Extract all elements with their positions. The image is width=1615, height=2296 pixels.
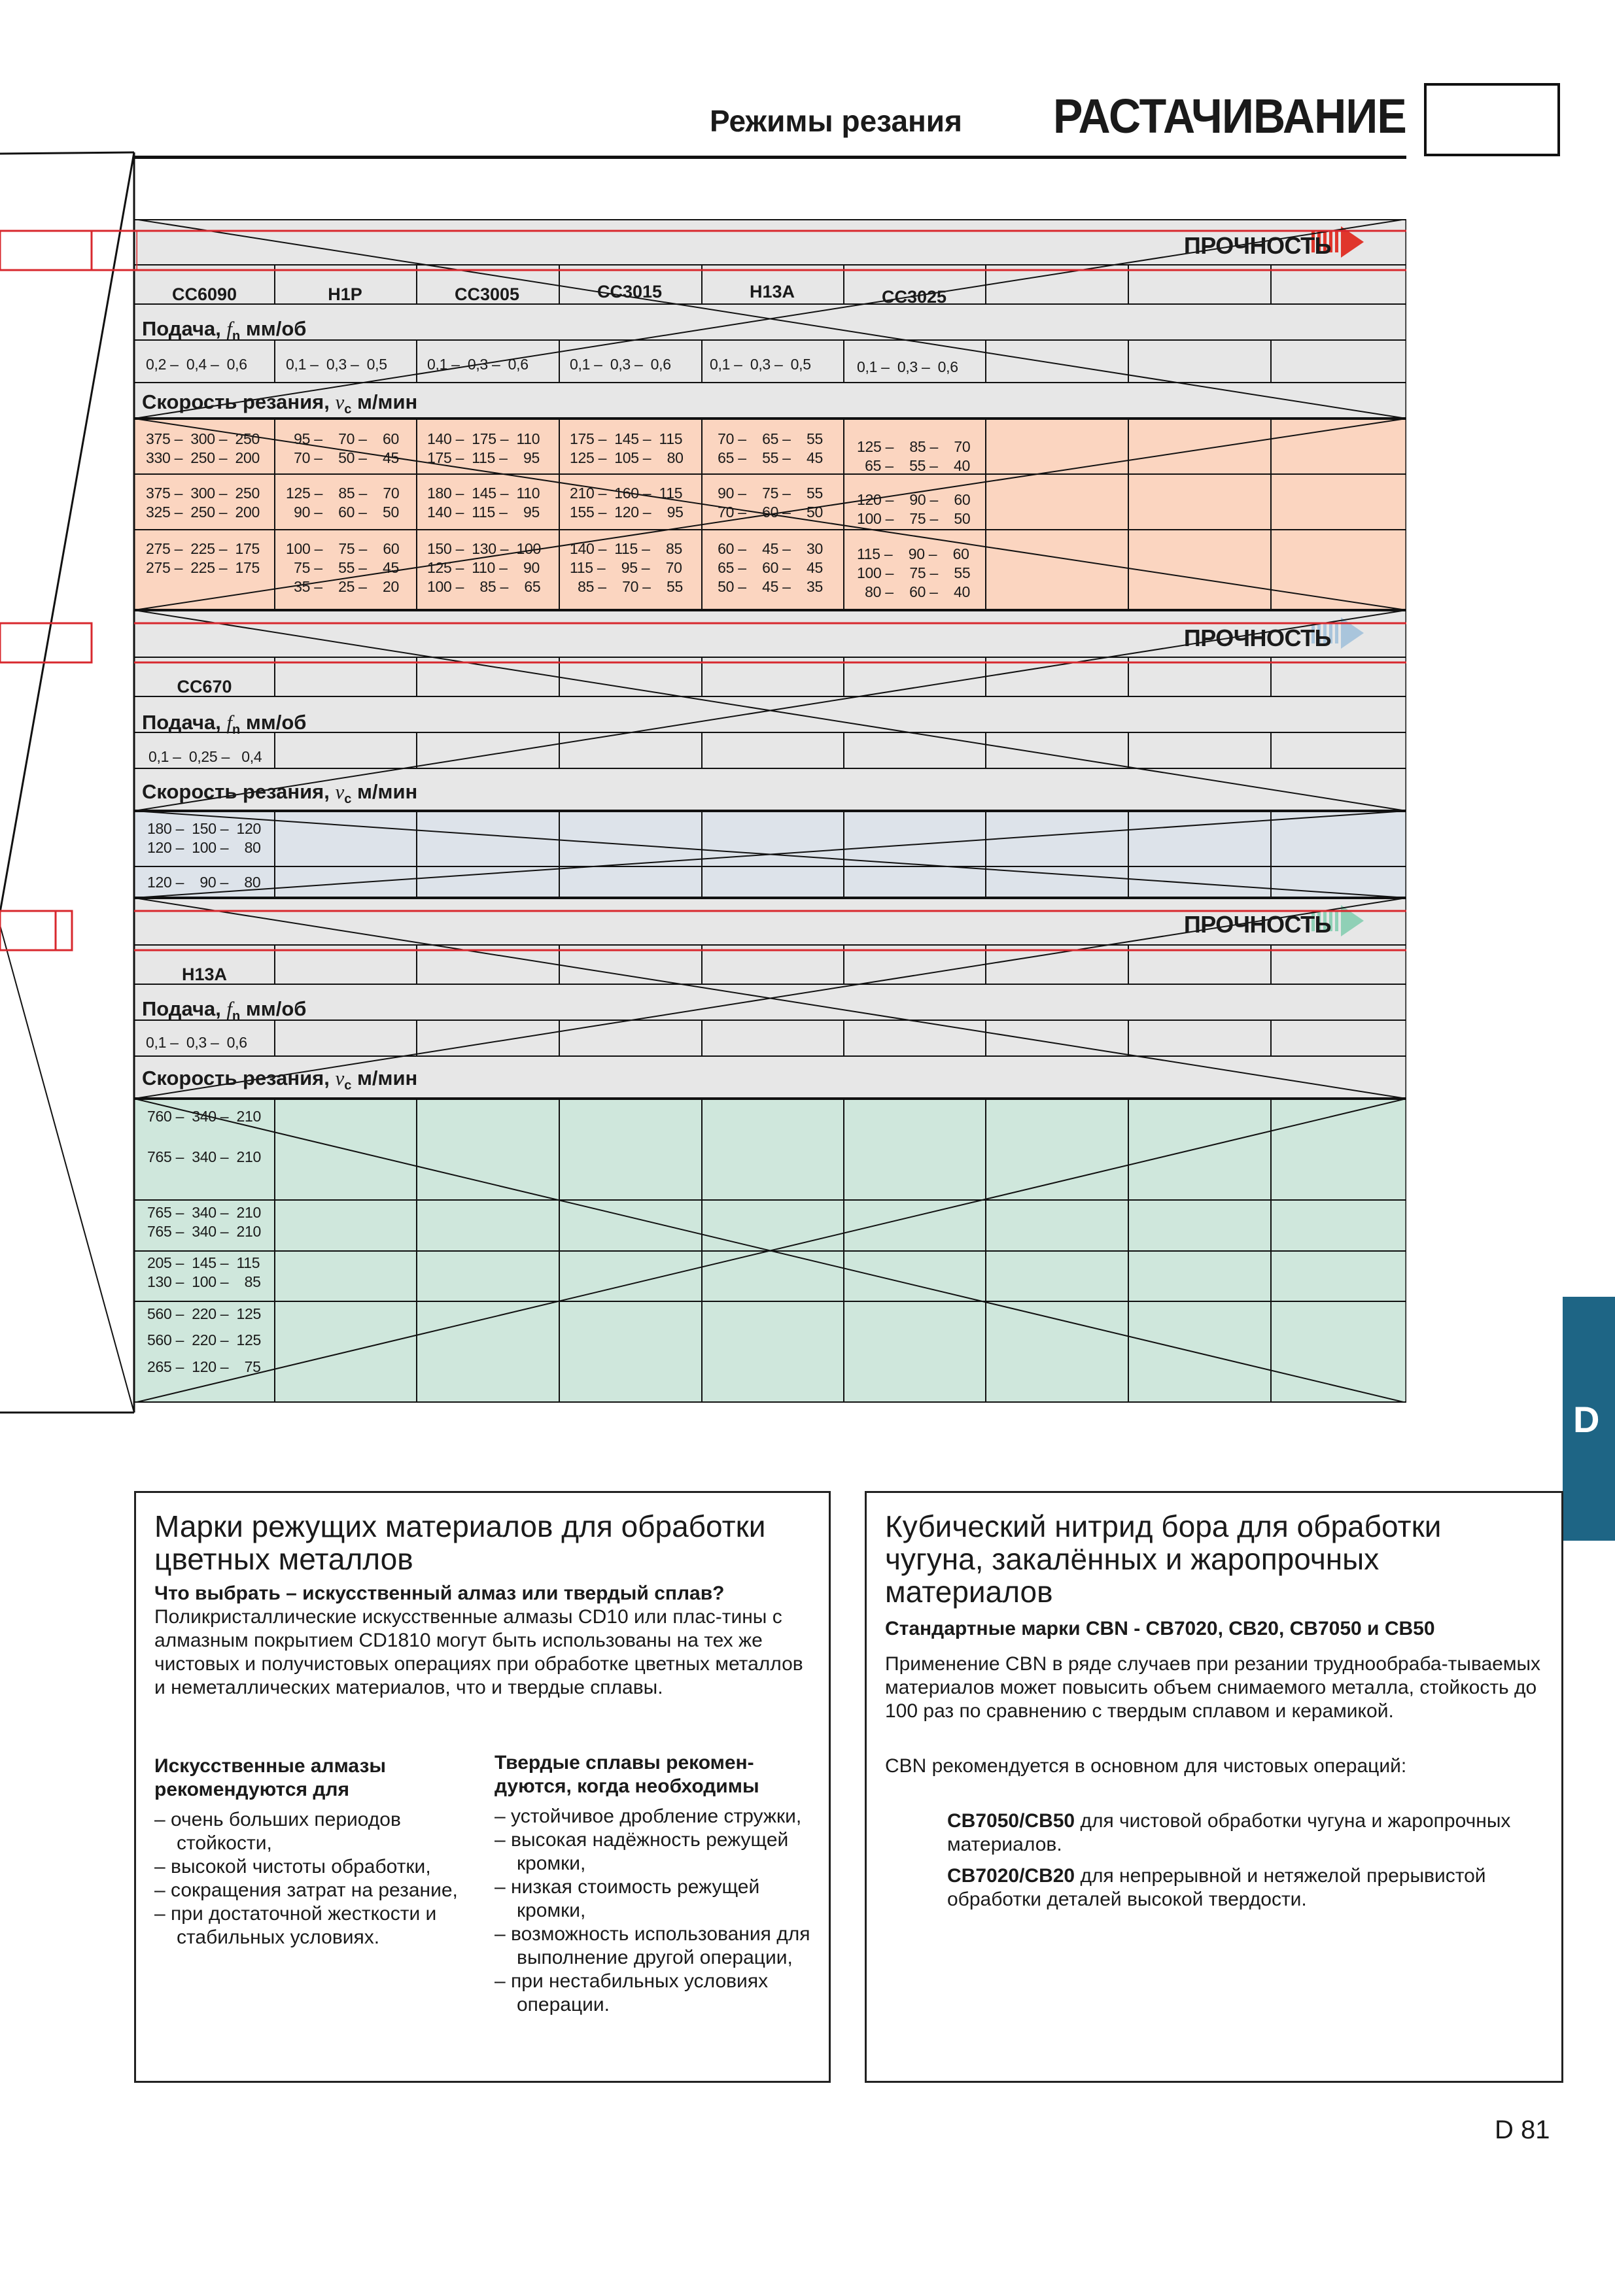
left-red-frames [0,219,137,1265]
speed-cell: 150 – 130 – 100 125 – 110 – 90 100 – 85 – 65 [427,540,541,595]
strength-label-1: ПРОЧНОСТЬ [1183,232,1331,259]
feed-cc6090: 0,2 – 0,4 – 0,6 [146,356,247,373]
list-item: – низкая стоимость режущей кромки, [495,1876,822,1923]
speed-cell: 175 – 145 – 115 125 – 105 – 80 [570,430,684,466]
box-left-col2-title: Твердые сплавы рекомен-дуются, когда необходимы [495,1752,759,1797]
speed-cell: 210 – 160 – 115 155 – 120 – 95 [570,485,684,521]
box-right-subtitle: Стандартные марки CBN - CB7020, CB20, CB7050 и CB50 [885,1618,1435,1639]
speed-cc670-row1: 180 – 150 – 120 120 – 100 – 80 [147,820,261,856]
arrow-bar [1335,910,1338,931]
speed-label-3: Скорость резания, $v_c$ м/мин [142,1067,418,1093]
info-box-cbn [865,1491,1563,2083]
red-frame [56,911,72,950]
arrow-bar [1335,231,1338,252]
strength-label-3: ПРОЧНОСТЬ [1183,911,1331,938]
feed-label-1: Подача, $f_n$ мм/об [142,317,307,344]
speed-cell: 125 – 85 – 70 90 – 60 – 50 [286,485,400,521]
speed-cc670-row2: 120 – 90 – 80 [147,874,261,891]
speed-cell: 125 – 85 – 70 65 – 55 – 40 [857,438,971,474]
feed-label-2: Подача, $f_n$ мм/об [142,711,307,738]
section-tab-letter: D [1573,1399,1600,1440]
strength-label-2: ПРОЧНОСТЬ [1183,625,1331,651]
cutting-data-table [134,219,1406,1403]
grade-h13a-1: H13A [749,282,795,301]
box-left-col1-title: Искусственные алмазы рекомендуются для [154,1755,386,1800]
header-rule [134,156,1406,159]
grade-h1p: H1P [328,284,362,304]
red-frame [0,231,92,270]
list-item: – высокой чистоты обработки, [154,1855,485,1879]
box-right-item2: CB7020/CB20 для непрерывной и нетяжелой прерывистой обработки деталей высокой твердости. [947,1865,1486,1910]
grade-cc6090: CC6090 [171,284,237,304]
speed-cell: 120 – 90 – 60 100 – 75 – 50 [857,491,971,527]
speed-cell: 70 – 65 – 55 65 – 55 – 45 [718,430,824,466]
page-title: РАСТАЧИВАНИЕ [1053,89,1406,143]
info-box-nonferrous [134,1491,831,2083]
list-item: – при достаточной жесткости и стабильных условиях. [154,1902,485,1949]
speed-cell: 375 – 300 – 250 330 – 250 – 200 [146,430,260,466]
speed-cell: 100 – 75 – 60 75 – 55 – 45 35 – 25 – 20 [286,540,400,595]
box-left-col1-list [154,1808,485,1949]
speed-cell: 95 – 70 – 60 70 – 50 – 45 [294,430,400,466]
speed-h13a-row6: 560 – 220 – 125 [147,1331,261,1348]
feed-cc3025: 0,1 – 0,3 – 0,6 [857,358,958,375]
speed-cell: 90 – 75 – 55 70 – 60 – 50 [718,485,824,521]
box-right-p1: Применение CBN в ряде случаев при резании труднообраба-тываемых материалов может повысить объем снимаемого металла, стойкость до 100 раз по сравнению с твердым сплавом и керамикой. [885,1653,1541,1722]
speed-cell: 115 – 90 – 60 100 – 75 – 55 80 – 60 – 40 [857,545,971,600]
feed-h1p: 0,1 – 0,3 – 0,5 [286,356,387,373]
box-left-intro: Поликристаллические искусственные алмазы CD10 или плас-тины с алмазным покрытием CD1810 могут быть использованы на тех же чистовых и получистовых операциях при обработке цветных металлов и неметаллических материалов, что и твердые сплавы. [154,1606,803,1698]
speed-h13a-row3: 765 – 340 – 210 765 – 340 – 210 [147,1204,261,1240]
speed-cell: 140 – 175 – 110 175 – 115 – 95 [427,430,540,466]
box-right-title: Кубический нитрид бора для обработки чугуна, закалённых и жаропрочных материалов [885,1509,1442,1609]
speed-cell: 140 – 115 – 85 115 – 95 – 70 85 – 70 – 55 [570,540,684,595]
grade-cc670: CC670 [177,677,232,696]
box-right-p2: CBN рекомендуется в основном для чистовых операций: [885,1755,1407,1777]
page-number: D 81 [1495,2116,1550,2144]
box-left-title: Марки режущих материалов для обработки цветных металлов [154,1509,766,1576]
speed-h13a-row7: 265 – 120 – 75 [147,1358,261,1375]
box-left-col2-list [495,1805,822,2017]
speed-label-1: Скорость резания, $v_c$ м/мин [142,390,418,417]
speed-h13a-row2: 765 – 340 – 210 [147,1148,261,1165]
grade-cc3005: CC3005 [454,284,520,304]
speed-cell: 375 – 300 – 250 325 – 250 – 200 [146,485,260,521]
grade-cc3025: CC3025 [881,287,947,307]
feed-cc3015: 0,1 – 0,3 – 0,6 [570,356,671,373]
section-tab [1563,1297,1615,1541]
list-item: – сокращения затрат на резание, [154,1879,485,1902]
feed-cc3005: 0,1 – 0,3 – 0,6 [427,356,529,373]
list-item: – при нестабильных условиях операции. [495,1970,822,2017]
box-left-question: Что выбрать – искусственный алмаз или твердый сплав? [154,1583,725,1604]
feed-h13a: 0,1 – 0,3 – 0,5 [710,356,811,373]
list-item: – устойчивое дробление стружки, [495,1805,822,1828]
speed-cell: 60 – 45 – 30 65 – 60 – 45 50 – 45 – 35 [718,540,824,595]
red-frame [92,231,137,270]
grade-cc3015: CC3015 [597,282,663,301]
list-item: – очень больших периодов стойкости, [154,1808,485,1855]
grade-h13a-2: H13A [181,965,228,984]
box-right-item1: CB7050/CB50 для чистовой обработки чугуна и жаропрочных материалов. [947,1810,1511,1855]
speed-cell: 275 – 225 – 175 275 – 225 – 175 [146,540,260,576]
speed-h13a-row4: 205 – 145 – 115 130 – 100 – 85 [147,1254,261,1290]
page-subtitle: Режимы резания [710,104,962,138]
feed-label-3: Подача, $f_n$ мм/об [142,997,307,1024]
speed-h13a-row1: 760 – 340 – 210 [147,1108,261,1125]
speed-cell: 180 – 145 – 110 140 – 115 – 95 [427,485,540,521]
speed-label-2: Скорость резания, $v_c$ м/мин [142,780,418,807]
speed-h13a-row5: 560 – 220 – 125 [147,1305,261,1322]
header-box [1424,83,1560,156]
arrow-bar [1335,623,1338,643]
red-frame [0,623,92,662]
red-frame [0,911,56,950]
list-item: – возможность использования для выполнение другой операции, [495,1923,822,1970]
feed-cc670: 0,1 – 0,25 – 0,4 [148,748,262,765]
list-item: – высокая надёжность режущей кромки, [495,1828,822,1876]
feed-h13a-s3: 0,1 – 0,3 – 0,6 [146,1034,247,1051]
